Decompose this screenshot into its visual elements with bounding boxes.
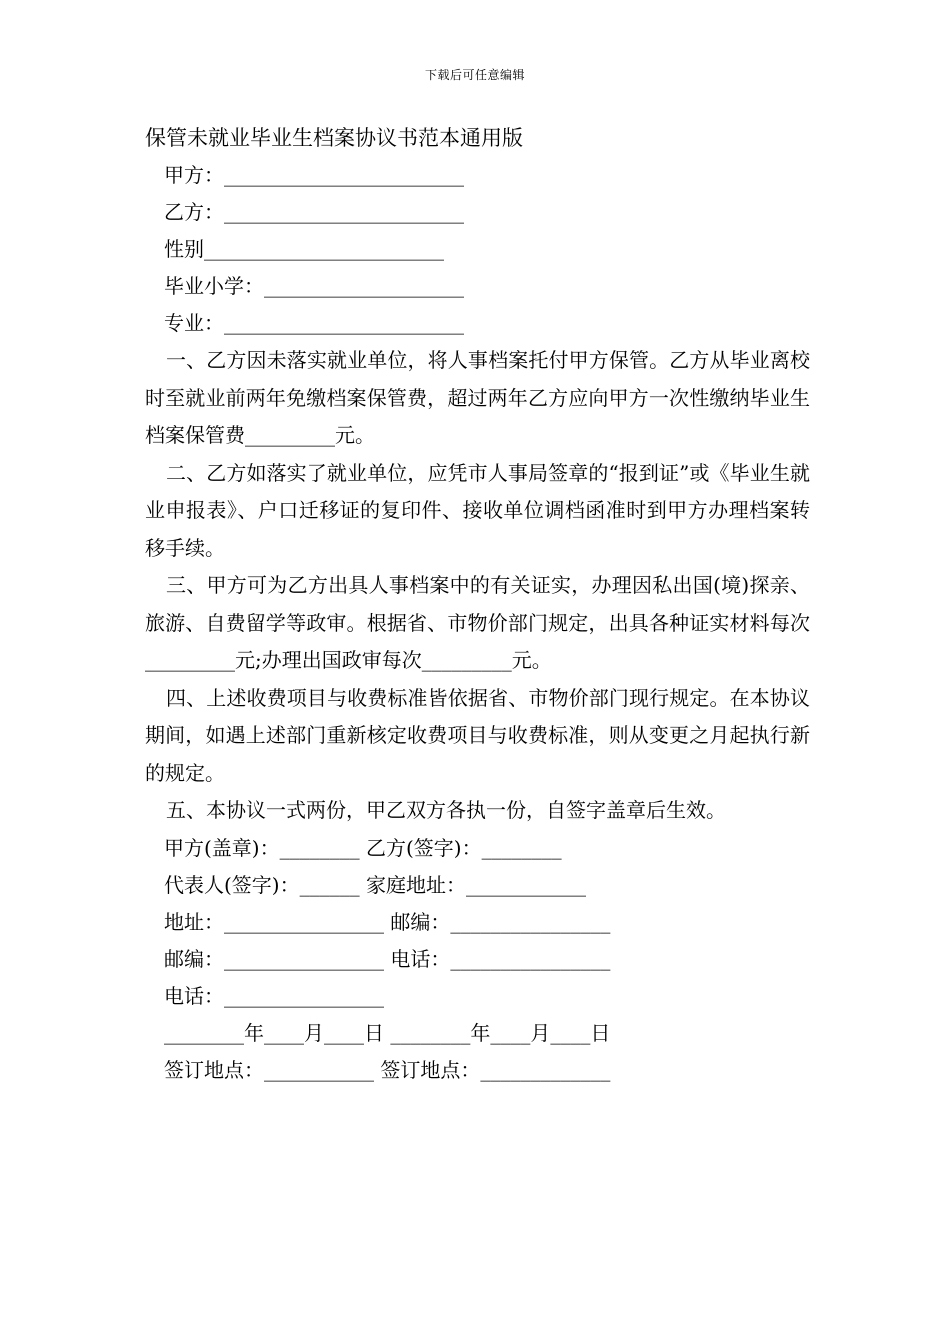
clause-2: 二、乙方如落实了就业单位，应凭市人事局签章的“报到证”或《毕业生就业申报表》、户口迁移证的复印件、接收单位调档函准时到甲方办理档案转移手续。: [145, 460, 810, 560]
clause-1: 一、乙方因未落实就业单位，将人事档案托付甲方保管。乙方从毕业离校时至就业前两年免缴档案保管费，超过两年乙方应向甲方一次性缴纳毕业生档案保管费_________元。: [145, 348, 810, 447]
page-header-note: 下载后可任意编辑: [424, 68, 525, 82]
signature-line-seal: 甲方(盖章)：________ 乙方(签字)：________: [164, 835, 562, 860]
clause-4: 四、上述收费项目与收费标准皆依据省、市物价部门现行规定。在本协议期间，如遇上述部门重新核定收费项目与收费标准，则从变更之月起执行新的规定。: [145, 685, 810, 785]
document-title: 保管未就业毕业生档案协议书范本通用版: [145, 126, 523, 150]
field-party-a: 甲方：________________________: [164, 163, 464, 187]
agreement-document: [145, 120, 810, 1089]
clause-5: 五、本协议一式两份，甲乙双方各执一份，自签字盖章后生效。: [166, 798, 726, 822]
field-graduate-school: 毕业小学：____________________: [164, 274, 464, 298]
agreement-clauses: [145, 342, 810, 830]
field-party-b: 乙方：________________________: [164, 200, 464, 224]
signature-line-address: 地址：________________ 邮编：________________: [164, 909, 611, 934]
party-info-fields: [145, 157, 810, 342]
signature-block: [145, 830, 810, 1089]
signature-line-place: 签订地点：___________ 签订地点：_____________: [164, 1057, 611, 1082]
field-major: 专业：________________________: [164, 311, 464, 335]
signature-line-date: ________年____月____日 ________年____月____日: [164, 1020, 611, 1045]
signature-line-postcode: 邮编：________________ 电话：________________: [164, 946, 611, 971]
signature-line-phone: 电话：________________: [164, 983, 384, 1008]
signature-line-representative: 代表人(签字)：______ 家庭地址：____________: [164, 872, 586, 897]
clause-3: 三、甲方可为乙方出具人事档案中的有关证实，办理因私出国(境)探亲、旅游、自费留学等政审。根据省、市物价部门规定，出具各种证实材料每次_________元;办理出国政审每次_________元。: [145, 573, 810, 672]
field-gender: 性别________________________: [164, 237, 444, 261]
